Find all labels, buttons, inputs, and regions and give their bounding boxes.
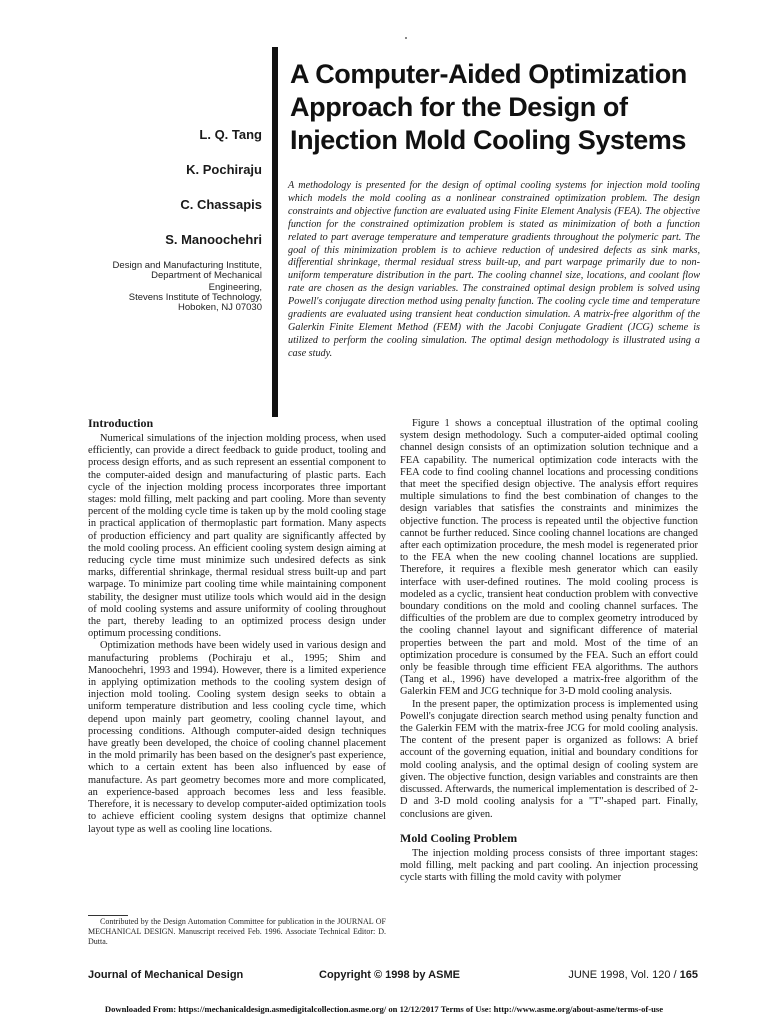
- author-name: L. Q. Tang: [199, 127, 262, 142]
- section-heading-mold-cooling: Mold Cooling Problem: [400, 830, 518, 845]
- affiliation-line: Stevens Institute of Technology,: [128, 292, 262, 303]
- paragraph: Numerical simulations of the injection molding process, when used efficiently, can provide a direct feedback to guide product, tooling and process design efforts, and as such represent an essential component to the computer-aided design and manufacturing of plastic parts. Each cycle of the injection molding process incorporates three important stages: mold filling, melt packing and part cooling. More than seventy percent of the molding cycle time is taken up by the mold cooling stage in practical application of thermoplastic part formation. Many aspects of production efficiency and part quality are significantly affected by the mold cooling process. An efficient cooling system design aiming at reducing cycle time must minimize such undesired defects as sink marks, differential shrinkage, thermal residual stress built-up and part warpage. To minimize part cooling time while maintaining component stability, the designer must utilize tools which would aid in the design of mold cooling systems and assure uniformity of cooling throughout the part, thereby leading to an optimized process design under optimum processing conditions.: [88, 433, 386, 640]
- author-name: S. Manoochehri: [165, 232, 262, 247]
- scan-speck: [405, 37, 407, 39]
- right-column: [400, 418, 698, 884]
- page-number: 165: [679, 969, 698, 981]
- affiliation-line: Hoboken, NJ 07030: [178, 302, 262, 313]
- affiliation-line: Department of Mechanical Engineering,: [151, 270, 262, 293]
- affiliation-line: Design and Manufacturing Institute,: [112, 260, 262, 271]
- abstract: A methodology is presented for the design of optimal cooling systems for injection mold tooling which models the mold cooling as a nonlinear constrained optimization problem. The design constraints and objective function are evaluated using Finite Element Analysis (FEA). The objective function for the constrained optimization problem is stated as minimization of both a function related to part average temperature and temperature gradients throughout the polymeric part. The goal of this minimization problem is to achieve reduction of undesired defects as sink marks, differential shrinkage, thermal residual stress built-up, and part warpage primarily due to non-uniform temperature distribution in the part. The cooling channel size, locations, and coolant flow rate are chosen as the design variables. The constrained optimal design problem is solved using Powell's conjugate direction method using penalty function. The cooling cycle time and temperature gradients are evaluated using transient heat conduction simulation. A matrix-free algorithm of the Galerkin Finite Element Method (FEM) with the Jacobi Conjugate Gradient (JCG) scheme is utilized to perform the cooling simulation. The optimal design methodology is illustrated using a case study.: [288, 180, 700, 359]
- journal-name: Journal of Mechanical Design: [88, 969, 244, 981]
- issue-date-volume: JUNE 1998, Vol. 120 /: [568, 969, 677, 981]
- download-notice: Downloaded From: https://mechanicaldesign.asmedigitalcollection.asme.org/ on 12/12/2017 Terms of Use: http://www.asme.org/about-asme/terms-of-use: [104, 1004, 664, 1014]
- author-name: C. Chassapis: [180, 197, 262, 212]
- title-line: Approach for the Design of: [290, 92, 628, 122]
- paragraph: The injection molding process consists of three important stages: mold filling, melt packing and part cooling. An injection processing cycle starts with filling the mold cavity with polymer: [400, 847, 698, 884]
- paragraph: Optimization methods have been widely used in various design and manufacturing problems (Pochiraju et al., 1995; Shim and Manoochehri, 1993 and 1994). However, there is a limited experience in applying optimization methods to the cooling system design of injection mold tooling. Cooling system design seeks to obtain a uniform temperature distribution and less cooling cycle time, which depend upon mainly part geometry, cooling channel layout, and processing conditions. Although computer-aided design techniques have greatly been developed, the choice of cooling channel placement in the mold primarily has been based on the designer's past experience, which to a certain extent has been also influenced by ease of manufacture. As part geometry becomes more and more complicated, an experience-based approach becomes less and less feasible. Therefore, it is necessary to develop computer-aided optimization tools to achieve efficient cooling system designs that optimize channel layout type as well as cooling line locations.: [88, 640, 386, 835]
- footnote: Contributed by the Design Automation Committee for publication in the JOURNAL OF MECHANICAL DESIGN. Manuscript received Feb. 1996. Associate Technical Editor: D. Dutta.: [88, 917, 386, 946]
- author-name: K. Pochiraju: [186, 162, 262, 177]
- title-line: Injection Mold Cooling Systems: [290, 125, 687, 155]
- paragraph: Figure 1 shows a conceptual illustration of the optimal cooling system design methodology. Such a computer-aided optimal cooling channel design consists of an optimization solution technique and a FEA capability. The numerical optimization code interacts with the FEA code to find cooling channel locations and processing conditions that meet the specified design objective. The analysis effort requires multiple simulations to find the best combination of changes to the design variables that satisfies the constraints and minimizes the objective function. The process is repeated until the objective function cannot be further reduced. Since cooling channel locations are changed after each optimization procedure, the mesh model is regenerated prior to the FEA when the new cooling channel locations are supplied. Therefore, it requires a flexible mesh generator which can easily interface with user-defined routines. The mold cooling process is modeled as a cyclic, transient heat conduction problem with convective boundary conditions on the mold and cooling channel surfaces. The difficulties of the problem are due to complex geometry introduced by the cooling channel layout and significant difference of material properties between the part and mold. Most of the time of an optimization procedure is consumed by the FEA. Such an effort could only be feasible through time efficient FEA algorithms. The authors (Tang et al., 1996) have developed a matrix-free algorithm of the Galerkin FEM and JCG technique for 3-D mold cooling analysis.: [400, 418, 698, 698]
- page-footer: [88, 969, 698, 983]
- author-block: [100, 126, 262, 314]
- paper-title: [290, 58, 730, 157]
- issue-info: [568, 969, 698, 981]
- paragraph: In the present paper, the optimization process is implemented using Powell's conjugate direction search method using penalty function and the Galerkin FEM with the matrix-free JCG for mold cooling analysis. The content of the present paper is organized as follows: A brief account of the governing equation, initial and boundary conditions for mold cooling analysis, and the optimal design of cooling system are given. The objective function, design variables and constraints are then discussed. Afterwards, the numerical implementation is described of 2-D and 3-D mold cooling analysis for a "T"-shaped part. Finally, conclusions are given.: [400, 698, 698, 820]
- left-column: [88, 416, 386, 836]
- title-divider-bar: [272, 47, 278, 417]
- footnote-rule: [88, 915, 128, 916]
- copyright-notice: Copyright © 1998 by ASME: [319, 969, 460, 981]
- section-heading-introduction: Introduction: [88, 416, 154, 430]
- title-line: A Computer-Aided Optimization: [290, 59, 687, 89]
